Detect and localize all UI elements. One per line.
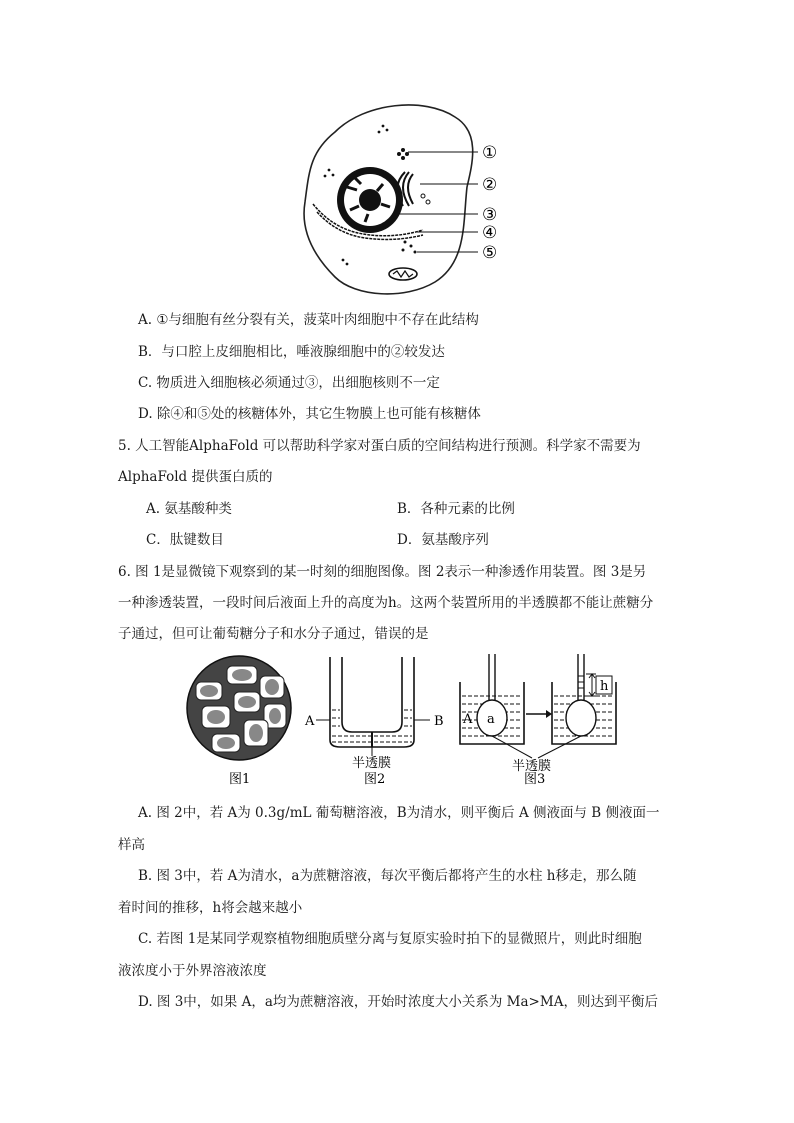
figure-3-label-a: a [487, 712, 495, 727]
q6-option-a-line1: A. 图 2中，若 A为 0.3g/mL 葡萄糖溶液，B为清水，则平衡后 A 侧液面与 B 侧液面一 [138, 805, 660, 821]
marker-4: ④ [482, 223, 498, 243]
q5-stem-line2: AlphaFold 提供蛋白质的 [118, 469, 273, 485]
figure-3-membrane-label: 半透膜 [512, 759, 552, 774]
q6-option-b-line2: 着时间的推移，h将会越来越小 [118, 900, 303, 916]
q6-option-c-line2: 液浓度小于外界溶液浓度 [118, 963, 267, 979]
q4-option-b: B．与口腔上皮细胞相比，唾液腺细胞中的②较发达 [138, 344, 445, 360]
q4-option-a: A. ①与细胞有丝分裂有关，菠菜叶肉细胞中不存在此结构 [138, 312, 479, 328]
marker-3: ③ [482, 205, 498, 225]
q6-stem-line1: 6. 图 1是显微镜下观察到的某一时刻的细胞图像。图 2表示一种渗透作用装置。图 3是另 [118, 564, 647, 580]
marker-5: ⑤ [482, 243, 498, 263]
q6-option-b-line1: B. 图 3中，若 A为清水，a为蔗糖溶液，每次平衡后都将产生的水柱 h移走，那么随 [138, 868, 637, 884]
q4-option-d: D. 除④和⑤处的核糖体外，其它生物膜上也可能有核糖体 [138, 406, 481, 422]
centriole [378, 125, 409, 160]
marker-2: ② [482, 175, 498, 195]
animal-cell-figure [295, 92, 510, 302]
q5-option-d: D．氨基酸序列 [397, 532, 489, 548]
q5-option-b: B．各种元素的比例 [397, 501, 515, 517]
q6-option-a-line2: 样高 [118, 837, 145, 853]
figure-3-apparatus [460, 654, 616, 758]
figure-3-label-h: h [600, 679, 609, 694]
figure-3-label-A: A [463, 712, 473, 727]
q4-option-c: C. 物质进入细胞核必须通过③，出细胞核则不一定 [138, 375, 440, 391]
q6-option-c-line1: C. 若图 1是某同学观察植物细胞质壁分离与复原实验时拍下的显微照片，则此时细胞 [138, 931, 642, 947]
figure-2-membrane-label: 半透膜 [352, 756, 392, 771]
q5-option-c: C．肽键数目 [146, 532, 224, 548]
figure-2-u-tube [316, 657, 430, 756]
figure-2-label-b: B [434, 714, 444, 729]
q5-stem-line1: 5. 人工智能AlphaFold 可以帮助科学家对蛋白质的空间结构进行预测。科学家不需要为 [118, 438, 641, 454]
q5-option-a: A. 氨基酸种类 [146, 501, 232, 517]
osmosis-figures [182, 652, 617, 788]
q6-stem-line2: 一种渗透装置，一段时间后液面上升的高度为h。这两个装置所用的半透膜都不能让蔗糖分 [118, 595, 654, 611]
q6-stem-line3: 子通过，但可让葡萄糖分子和水分子通过，错误的是 [118, 626, 429, 642]
figure-1-micrograph [187, 656, 291, 760]
figure-2-label-a: A [305, 714, 315, 729]
figure-1-caption: 图1 [229, 772, 251, 787]
q6-option-d-line1: D. 图 3中，如果 A，a均为蔗糖溶液，开始时浓度大小关系为 Ma>MA，则达到平衡后 [138, 994, 658, 1010]
figure-3-caption: 图3 [524, 772, 546, 787]
marker-1: ① [482, 143, 498, 163]
figure-2-caption: 图2 [364, 772, 386, 787]
